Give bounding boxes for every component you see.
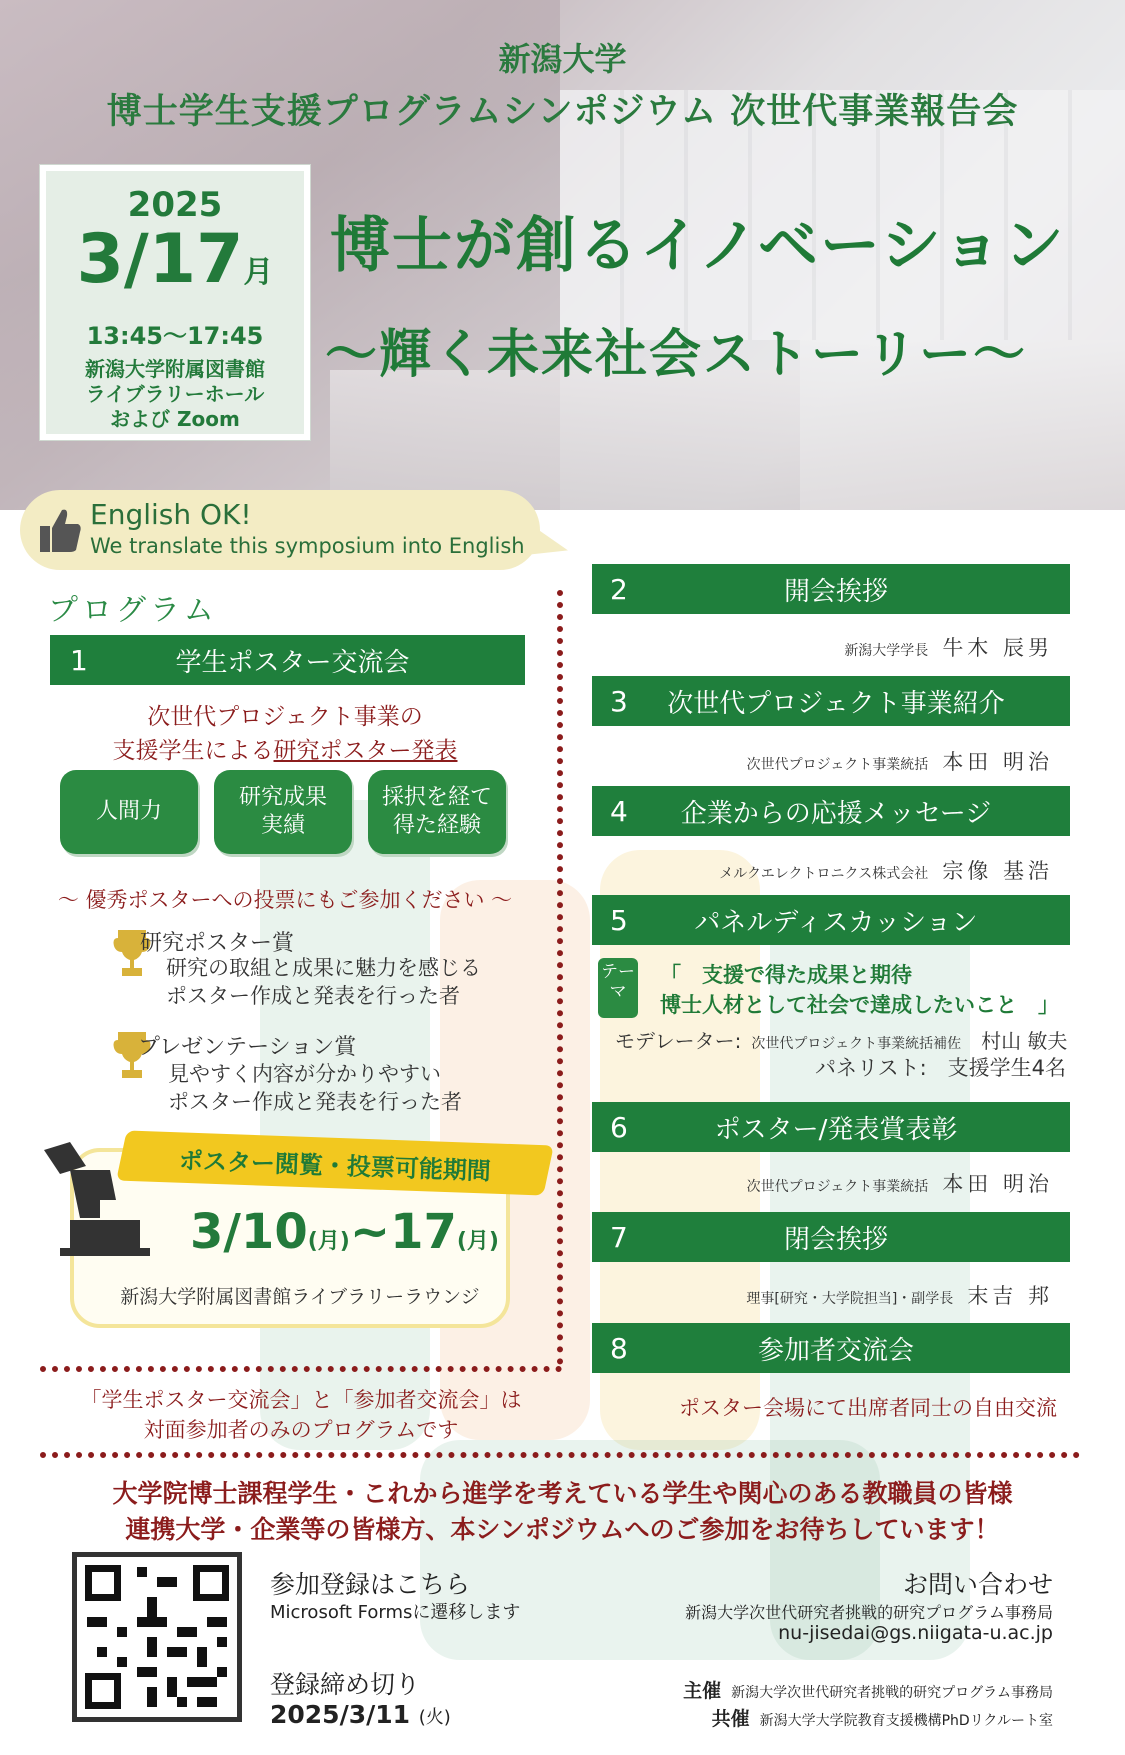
pill-human-skill: 人間力: [60, 770, 198, 854]
contact-title: お問い合わせ: [902, 1570, 1053, 1599]
speaker-2: 新潟大学学長 牛木 辰男: [844, 636, 1053, 660]
program-item-3: 3 次世代プロジェクト事業紹介: [592, 676, 1070, 726]
mixer-note: ポスター会場にて出席者同士の自由交流: [679, 1396, 1057, 1420]
award-presentation-desc: 見やすく内容が分かりやすい ポスター作成と発表を行った者: [168, 1062, 462, 1114]
award-presentation-title: プレゼンテーション賞: [138, 1035, 357, 1060]
period-label: ポスター閲覧・投票可能期間: [178, 1146, 492, 1186]
period-dates: 3/10(月)~17(月): [190, 1204, 499, 1260]
panel-theme: 「 支援で得た成果と期待 博士人材として社会で達成したいこと 」: [660, 963, 1059, 1017]
speaker-6: 次世代プロジェクト事業統括 本田 明治: [746, 1172, 1053, 1196]
pill-research-results: 研究成果 実績: [214, 770, 352, 854]
divider-horizontal: [40, 1452, 1080, 1458]
event-time: 13:45～17:45: [86, 322, 264, 350]
program-item-4: 4 企業からの応援メッセージ: [592, 786, 1070, 836]
theme-tag: テーマ: [598, 958, 638, 1018]
moderator: モデレーター: 次世代プロジェクト事業統括補佐 村山 敏夫: [615, 1029, 1068, 1053]
program-item-7: 7 閉会挨拶: [592, 1212, 1070, 1262]
poster-description: 次世代プロジェクト事業の 支援学生による研究ポスター発表: [112, 704, 458, 764]
program-heading: プログラム: [48, 593, 218, 628]
call-to-action: 大学院博士課程学生・これから進学を考えている学生や関心のある教職員の皆様 連携大学・企業等の皆様方、本シンポジウムへのご参加をお待ちしています！: [112, 1479, 1013, 1544]
date-box: [40, 165, 310, 440]
speaker-3: 次世代プロジェクト事業統括 本田 明治: [746, 750, 1053, 774]
in-person-note: 「学生ポスター交流会」と「参加者交流会」は 対面参加者のみのプログラムです: [80, 1388, 522, 1442]
divider-horizontal: [40, 1366, 562, 1372]
event-date: 3/17月: [76, 220, 274, 299]
program-item-5: 5 パネルディスカッション: [592, 895, 1070, 945]
period-venue: 新潟大学附属図書館ライブラリーラウンジ: [120, 1286, 480, 1308]
pill-experience: 採択を経て 得た経験: [368, 770, 506, 854]
award-poster-title: 研究ポスター賞: [140, 931, 295, 956]
deadline-label: 登録締め切り: [270, 1670, 421, 1699]
english-headline: English OK!: [90, 498, 252, 531]
program-item-8: 8 参加者交流会: [592, 1323, 1070, 1373]
organizers: 主催 新潟大学次世代研究者挑戦的研究プログラム事務局 共催 新潟大学大学院教育支援機構PhDリクルート室: [683, 1680, 1053, 1730]
vote-invite: ～ 優秀ポスターへの投票にもご参加ください ～: [57, 888, 513, 912]
registration-title: 参加登録はこちら: [270, 1570, 471, 1599]
divider-vertical: [557, 590, 563, 1365]
english-ok-bubble: [20, 490, 540, 570]
qr-pattern: [77, 1557, 237, 1717]
event-year: 2025: [127, 185, 223, 225]
symposium-name: 博士学生支援プログラムシンポジウム 次世代事業報告会: [106, 92, 1019, 132]
contact-email[interactable]: nu-jisedai@gs.niigata-u.ac.jp: [778, 1622, 1053, 1644]
award-poster-desc: 研究の取組と成果に魅力を感じる ポスター作成と発表を行った者: [166, 956, 481, 1008]
registration-qr-code[interactable]: [72, 1552, 242, 1722]
event-venue: 新潟大学附属図書館 ライブラリーホール および Zoom: [85, 357, 265, 431]
university-name: 新潟大学: [498, 40, 627, 78]
english-detail: We translate this symposium into English.: [90, 534, 532, 558]
thumbs-up-icon: [38, 506, 82, 554]
panelists: パネリスト: 支援学生4名: [815, 1056, 1067, 1080]
program-item-1: 1 学生ポスター交流会: [50, 635, 525, 685]
speaker-4: メルクエレクトロニクス株式会社 宗像 基浩: [719, 859, 1053, 883]
speaker-7: 理事[研究・大学院担当]・副学長 末吉 邦: [746, 1284, 1053, 1308]
ballot-box-icon: [40, 1140, 165, 1260]
sub-title: ～輝く未来社会ストーリー～: [325, 325, 1028, 385]
program-item-2: 2 開会挨拶: [592, 564, 1070, 614]
program-item-6: 6 ポスター/発表賞表彰: [592, 1102, 1070, 1152]
contact-office: 新潟大学次世代研究者挑戦的研究プログラム事務局: [685, 1603, 1053, 1622]
main-title: 博士が創るイノベーション: [330, 211, 1066, 281]
deadline-date: 2025/3/11 (火): [270, 1700, 451, 1729]
registration-sub: Microsoft Formsに遷移します: [270, 1602, 521, 1623]
